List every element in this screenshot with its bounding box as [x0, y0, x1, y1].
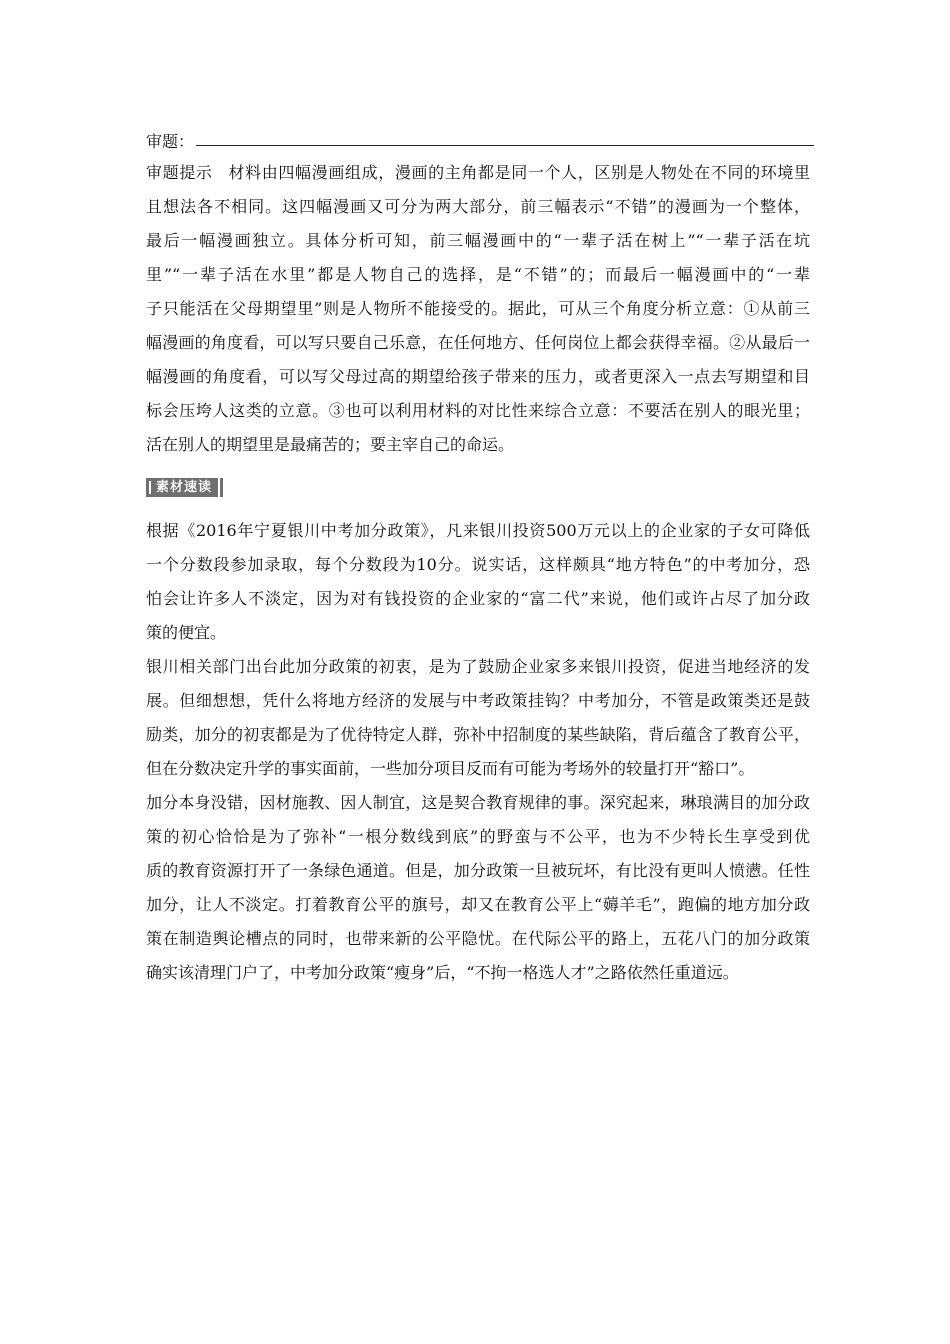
hint-line: 幅漫画的角度看，可以写只要自己乐意，在任何地方、任何岗位上都会获得幸福。②从最后一	[146, 333, 810, 352]
review-heading-row	[146, 122, 810, 152]
hint-line: 活在别人的期望里是最痛苦的；要主宰自己的命运。	[146, 435, 515, 454]
review-heading-label: 审题：	[146, 132, 195, 151]
section-badge: 素材速读	[146, 478, 218, 497]
answer-blank-line	[196, 145, 814, 146]
review-hint-label: 审题提示	[146, 163, 213, 182]
paragraph-line: 怕会让许多人不淡定，因为对有钱投资的企业家的“富二代”来说，他们或许占尽了加分政	[146, 589, 810, 608]
material-paragraph	[146, 514, 810, 650]
paragraph-line: 策的便宜。	[146, 623, 227, 642]
hint-line: 审题提示 材料由四幅漫画组成，漫画的主角都是同一个人，区别是人物处在不同的环境里	[146, 163, 810, 182]
paragraph-line: 银川相关部门出台此加分政策的初衷，是为了鼓励企业家多来银川投资，促进当地经济的发	[146, 657, 810, 676]
paragraph-line: 但在分数决定升学的事实面前，一些加分项目反而有可能为考场外的较量打开“豁口”。	[146, 759, 755, 778]
hint-line: 最后一幅漫画独立。具体分析可知，前三幅漫画中的“一辈子活在树上”“一辈子活在坑	[146, 231, 810, 250]
paragraph-line: 根据《2016年宁夏银川中考加分政策》，凡来银川投资500万元以上的企业家的子女可降低	[146, 521, 810, 540]
paragraph-line: 策在制造舆论槽点的同时，也带来新的公平隐忧。在代际公平的路上，五花八门的加分政策	[146, 929, 810, 948]
document-page	[146, 122, 810, 990]
paragraph-line: 质的教育资源打开了一条绿色通道。但是，加分政策一旦被玩坏，有比没有更叫人愤懑。任性	[146, 861, 810, 880]
paragraph-line: 策的初心恰恰是为了弥补“一根分数线到底”的野蛮与不公平，也为不少特长生享受到优	[146, 827, 810, 846]
paragraph-line: 一个分数段参加录取，每个分数段为10分。说实话，这样颇具“地方特色”的中考加分，恐	[146, 555, 810, 574]
paragraph-line: 加分，让人不淡定。打着教育公平的旗号，却又在教育公平上“薅羊毛”，跑偏的地方加分政	[146, 895, 810, 914]
hint-line: 幅漫画的角度看，可以写父母过高的期望给孩子带来的压力，或者更深入一点去写期望和目	[146, 367, 810, 386]
material-paragraph	[146, 786, 810, 990]
paragraph-line: 励类，加分的初衷都是为了优待特定人群，弥补中招制度的某些缺陷，背后蕴含了教育公平，	[146, 725, 810, 744]
hint-line: 标会压垮人这类的立意。③也可以利用材料的对比性来综合立意：不要活在别人的眼光里；	[146, 401, 810, 420]
material-paragraph	[146, 650, 810, 786]
paragraph-line: 确实该清理门户了，中考加分政策“瘦身”后，“不拘一格选人才”之路依然任重道远。	[146, 963, 739, 982]
paragraph-line: 展。但细想想，凭什么将地方经济的发展与中考政策挂钩？中考加分，不管是政策类还是鼓	[146, 691, 810, 710]
hint-line: 且想法各不相同。这四幅漫画又可分为两大部分，前三幅表示“不错”的漫画为一个整体，	[146, 197, 810, 216]
review-hint-block	[146, 156, 810, 462]
hint-line: 里”“一辈子活在水里”都是人物自己的选择，是“不错”的；而最后一幅漫画中的“一辈	[146, 265, 810, 284]
paragraph-line: 加分本身没错，因材施教、因人制宜，这是契合教育规律的事。深究起来，琳琅满目的加分政	[146, 793, 810, 812]
section-badge-row	[146, 476, 810, 498]
hint-line: 子只能活在父母期望里”则是人物所不能接受的。据此，可从三个角度分析立意：①从前三	[146, 299, 810, 318]
